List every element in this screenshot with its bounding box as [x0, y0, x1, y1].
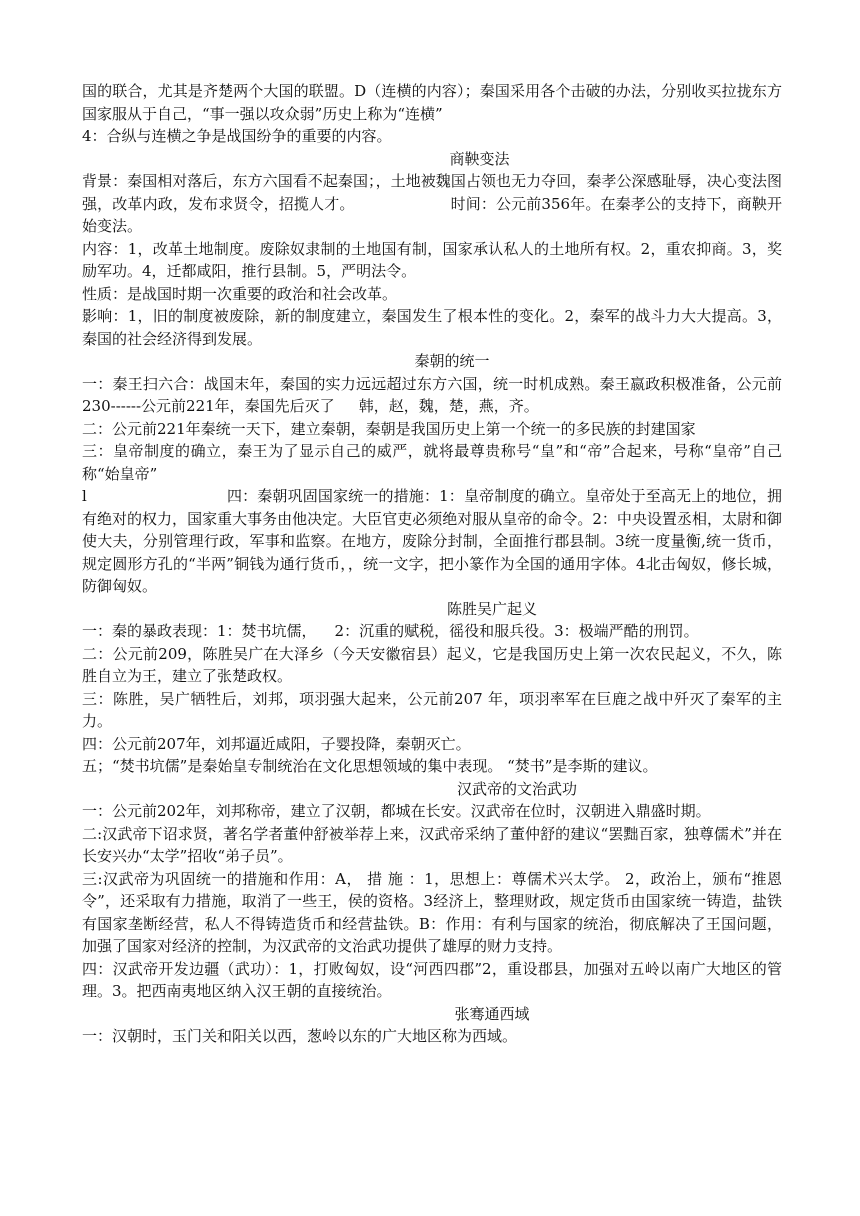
- paragraph-chen-1: 一：秦的暴政表现：1：焚书坑儒， 2：沉重的赋税，徭役和服兵役。3：极端严酷的刑罚。: [82, 622, 699, 640]
- heading-qin-unification: 秦朝的统一: [414, 352, 490, 370]
- paragraph-qin-1: 一：秦王扫六合：战国末年，秦国的实力远远超过东方六国，统一时机成熟。秦王嬴政积极准备，公元前230------公元前221年，秦国先后灭了 韩，赵，魏，楚，燕，齐。: [82, 374, 782, 415]
- paragraph-chen-4: 四：公元前207年，刘邦逼近咸阳，子婴投降，秦朝灭亡。: [82, 734, 471, 753]
- paragraph-chen-5: 五；“焚书坑儒”是秦始皇专制统治在文化思想领域的集中表现。 “焚书”是李斯的建议。: [82, 757, 658, 775]
- paragraph-hezong: 4：合纵与连横之争是战国纷争的重要的内容。: [82, 127, 392, 145]
- heading-chensheng-wuguang: 陈胜吴广起义: [446, 599, 537, 618]
- paragraph-lianheng: 国的联合，尤其是齐楚两个大国的联盟。D（连横的内容）；秦国采用各个击破的办法，分别收买拉拢东方国家服从于自己，“事一强以攻众弱”历史上称为“连横”: [82, 82, 782, 123]
- paragraph-background: 背景：秦国相对落后，东方六国看不起秦国；，土地被魏国占领也无力夺回，秦孝公深感耻辱，决心变法图强，改革内政，发布求贤令，招揽人才。 时间：公元前356年。在秦孝公的支持下，商鞅开始变法。: [82, 172, 782, 235]
- paragraph-qin-3: 三：皇帝制度的确立，秦王为了显示自己的威严，就将最尊贵称号“皇”和“帝”合起来，号称“皇帝”自己称“始皇帝”: [82, 442, 782, 483]
- document-page: [82, 80, 782, 1048]
- paragraph-han-4: 四：汉武帝开发边疆（武功）：1，打败匈奴，设“河西四郡”2，重设郡县，加强对五岭以南广大地区的管理。3。把西南夷地区纳入汉王朝的直接统治。: [82, 959, 782, 1000]
- stray-mark: l: [82, 487, 87, 505]
- paragraph-chen-2: 二：公元前209，陈胜吴广在大泽乡（今天安徽宿县）起义，它是我国历史上第一次农民起义，不久，陈胜自立为王，建立了张楚政权。: [82, 644, 782, 685]
- paragraph-impact: 影响：1，旧的制度被废除，新的制度建立，秦国发生了根本性的变化。2，秦军的战斗力大大提高。3，秦国的社会经济得到发展。: [82, 307, 782, 348]
- paragraph-han-1: 一：公元前202年，刘邦称帝，建立了汉朝，都城在长安。汉武帝在位时，汉朝进入鼎盛时期。: [82, 802, 711, 820]
- heading-zhangqian: 张骞通西域: [454, 1004, 530, 1023]
- paragraph-content: 内容：1，改革土地制度。废除奴隶制的土地国有制，国家承认私人的土地所有权。2，重农抑商。3，奖励军功。4，迁都咸阳，推行县制。5，严明法令。: [82, 239, 782, 280]
- paragraph-han-2: 二:汉武帝下诏求贤，著名学者董仲舒被举荐上来，汉武帝采纳了董仲舒的建议“罢黜百家，独尊儒术”并在长安兴办“太学”招收“弟子员”。: [82, 824, 782, 865]
- paragraph-qin-4: l 四：秦朝巩固国家统一的措施：1：皇帝制度的确立。皇帝处于至高无上的地位，拥有绝对的权力，国家重大事务由他决定。大臣官吏必须绝对服从皇帝的命令。2：中央设置丞相，太尉和御使大夫，分别管理行政，军事和监察。在地方，废除分封制，全面推行郡县制。3统一度量衡,统一货币，规定圆形方孔的“半两”铜钱为通行货币，，统一文字，把小篆作为全国的通用字体。4北击匈奴，修长城，防御匈奴。: [82, 487, 782, 595]
- paragraph-han-3: 三:汉武帝为巩固统一的措施和作用：A， 措 施 ：1，思想上：尊儒术兴太学。 2，政治上，颁布“推恩令”，还采取有力措施，取消了一些王，侯的资格。3经济上，整理财政，规定货币由国家统一铸造，盐铁有国家垄断经营，私人不得铸造货币和经营盐铁。B：作用：有利与国家的统治，彻底解决了王国问题，加强了国家对经济的控制，为汉武帝的文治武功提供了雄厚的财力支持。: [82, 869, 782, 955]
- paragraph-qin-2: 二：公元前221年秦统一天下，建立秦朝，秦朝是我国历史上第一个统一的多民族的封建国家: [82, 419, 696, 438]
- paragraph-zhang-1: 一：汉朝时，玉门关和阳关以西，葱岭以东的广大地区称为西域。: [82, 1027, 518, 1045]
- paragraph-chen-3: 三：陈胜，吴广牺牲后，刘邦，项羽强大起来，公元前207 年，项羽率军在巨鹿之战中歼灭了秦军的主力。: [82, 689, 782, 730]
- heading-han-wudi: 汉武帝的文治武功: [456, 779, 577, 798]
- paragraph-nature: 性质：是战国时期一次重要的政治和社会改革。: [82, 284, 398, 303]
- heading-shangyang-reform: 商鞅变法: [449, 149, 510, 168]
